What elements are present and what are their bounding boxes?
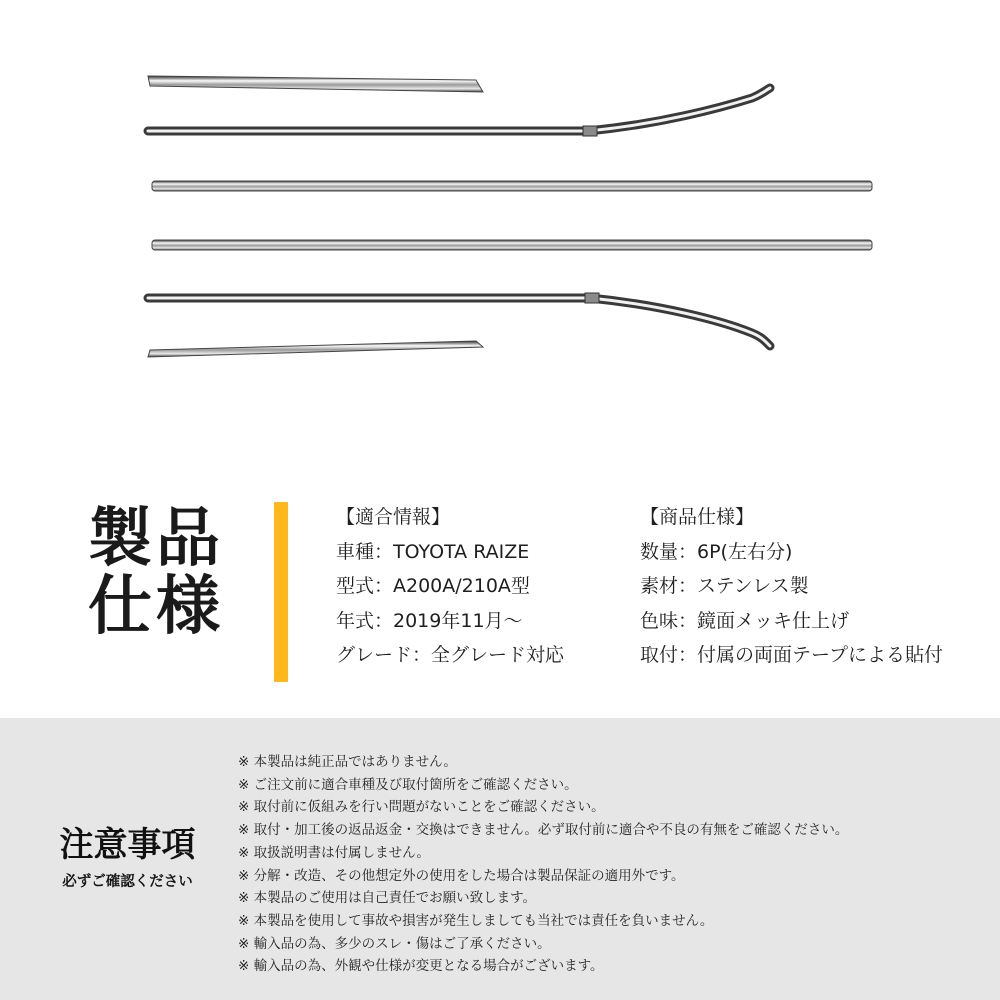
trim-strip-curved-upper bbox=[148, 88, 770, 136]
product-spec bbox=[640, 500, 995, 673]
notes-title: 注意事項 bbox=[59, 825, 196, 865]
notes-list bbox=[238, 751, 993, 978]
trim-strip-short-lower bbox=[148, 341, 483, 357]
note-item: ※ 分解・改造、その他想定外の使用をした場合は製品保証の適用外です。 bbox=[238, 867, 685, 884]
note-item: ※ ご注文前に適合車種及び取付箇所をご確認ください。 bbox=[238, 776, 578, 793]
trim-strip-short-upper bbox=[148, 76, 483, 92]
product-spec-material: 素材：ステンレス製 bbox=[640, 575, 809, 597]
product-spec-quantity: 数量：6P(左右分) bbox=[640, 540, 793, 563]
note-item: ※ 本製品は純正品ではありません。 bbox=[238, 754, 457, 770]
product-spec-header: 【商品仕様】 bbox=[640, 506, 755, 528]
fitment-year: 年式：2019年11月～ bbox=[336, 609, 523, 632]
notes-subtitle: 必ずご確認ください bbox=[62, 874, 193, 890]
note-item: ※ 取付・加工後の返品返金・交換はできません。必ず取付前に適合や不良の有無をご確認ください。 bbox=[238, 822, 849, 839]
note-item: ※ 本製品のご使用は自己責任でお願い致します。 bbox=[238, 890, 537, 907]
trim-strip-straight-upper bbox=[152, 181, 872, 191]
accent-divider bbox=[274, 502, 288, 682]
spec-title-line1: 製品 bbox=[88, 502, 224, 576]
trim-strip-curved-lower bbox=[148, 293, 770, 346]
note-item: ※ 輸入品の為、外観や仕様が変更となる場合がございます。 bbox=[238, 958, 604, 975]
spec-title bbox=[88, 502, 238, 644]
trim-strip-straight-lower bbox=[152, 240, 872, 250]
fitment-grade: グレード：全グレード対応 bbox=[336, 644, 565, 666]
note-item: ※ 輸入品の為、多少のスレ・傷はご了承ください。 bbox=[238, 935, 551, 952]
fitment-header: 【適合情報】 bbox=[336, 506, 451, 528]
note-item: ※ 取扱説明書は付属しません。 bbox=[238, 844, 430, 861]
product-spec-mounting: 取付：付属の両面テープによる貼付 bbox=[640, 644, 944, 666]
fitment-model: 型式：A200A/210A型 bbox=[336, 575, 530, 597]
fitment-vehicle: 車種：TOYOTA RAIZE bbox=[336, 540, 530, 563]
note-item: ※ 取付前に仮組みを行い問題がないことをご確認ください。 bbox=[238, 799, 605, 816]
fitment-info bbox=[336, 500, 626, 673]
product-spec-finish: 色味：鏡面メッキ仕上げ bbox=[640, 609, 850, 632]
spec-title-line2: 仕様 bbox=[88, 570, 224, 644]
note-item: ※ 本製品を使用して事故や損害が発生しましても当社では責任を負いません。 bbox=[238, 912, 714, 929]
chrome-window-trim-image bbox=[0, 0, 1000, 470]
